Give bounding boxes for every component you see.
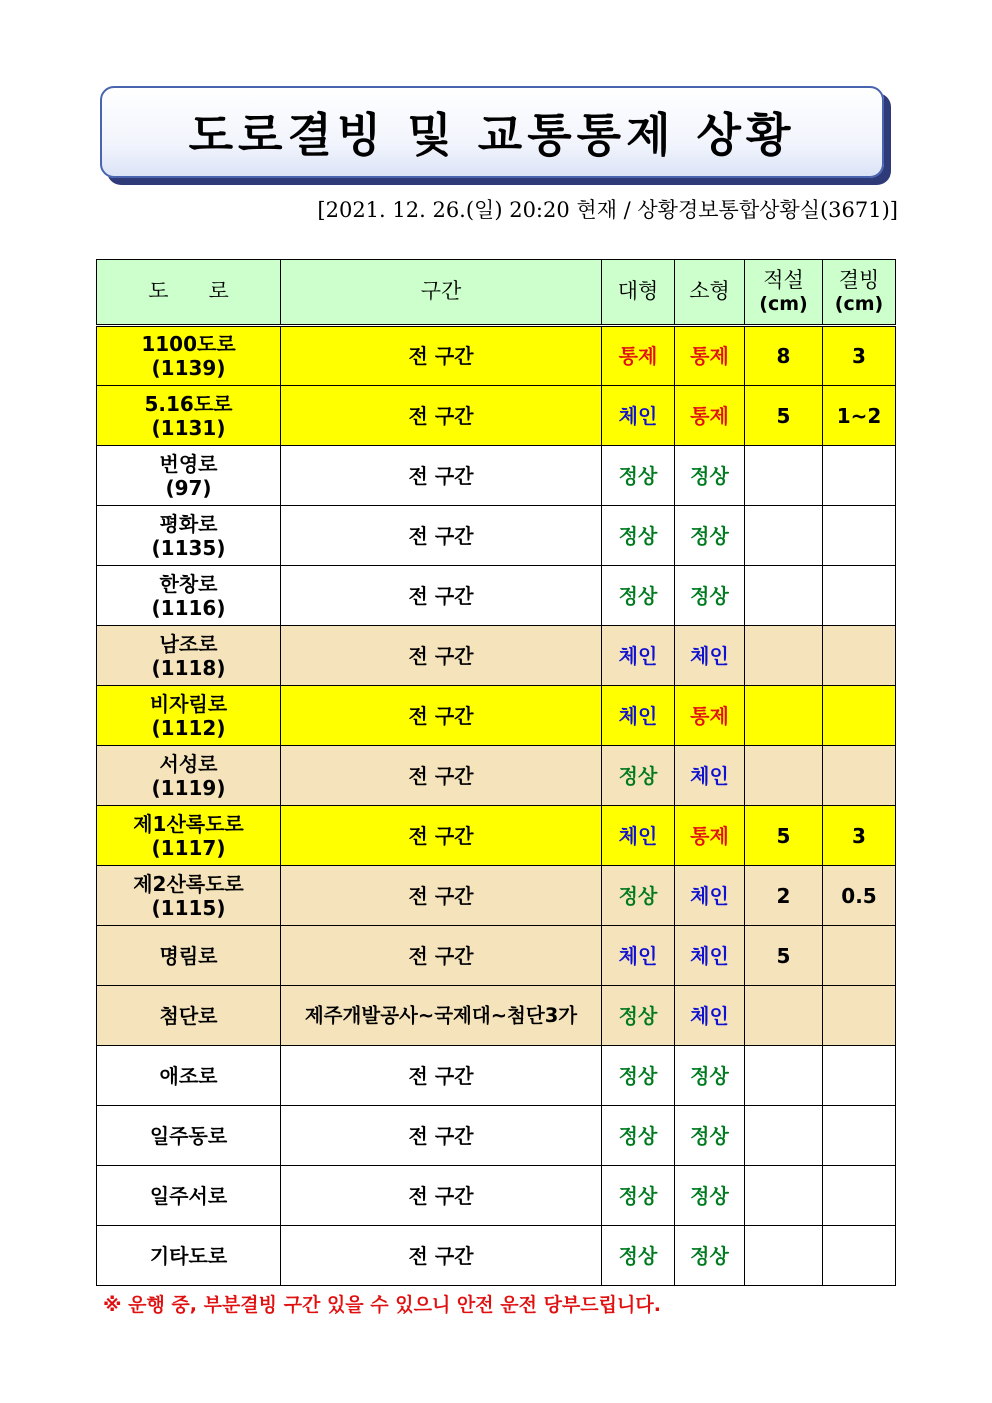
road-number: (1112) [151, 715, 226, 740]
large-vehicle-status: 정상 [602, 1106, 675, 1166]
small-vehicle-status: 정상 [675, 1166, 745, 1226]
road-status-table [96, 259, 896, 1286]
road-name: 명림로 [159, 943, 218, 968]
road-name: 한창로 [159, 571, 218, 596]
table-row [97, 626, 896, 686]
road-number: (1119) [151, 775, 226, 800]
road-name: 남조로 [159, 631, 218, 656]
road-cell [97, 566, 281, 626]
header-small-vehicle: 소형 [675, 260, 745, 326]
ice-depth-cell: 0.5 [823, 866, 896, 926]
road-name: 제2산록도로 [133, 871, 244, 896]
large-vehicle-status: 정상 [602, 986, 675, 1046]
snow-depth-cell [745, 746, 823, 806]
small-vehicle-status: 통제 [675, 386, 745, 446]
ice-depth-cell [823, 566, 896, 626]
section-cell: 전 구간 [281, 326, 602, 386]
table-row [97, 386, 896, 446]
header-section: 구간 [281, 260, 602, 326]
table-row [97, 926, 896, 986]
road-number: (97) [165, 475, 212, 500]
ice-depth-cell [823, 626, 896, 686]
table-row [97, 1046, 896, 1106]
large-vehicle-status: 체인 [602, 926, 675, 986]
table-header-row [97, 260, 896, 326]
road-name: 일주서로 [149, 1183, 228, 1208]
large-vehicle-status: 체인 [602, 686, 675, 746]
header-snow-depth: 적설 (cm) [745, 260, 823, 326]
section-cell: 전 구간 [281, 446, 602, 506]
road-cell [97, 626, 281, 686]
section-cell: 전 구간 [281, 506, 602, 566]
header-large-vehicle: 대형 [602, 260, 675, 326]
snow-depth-cell [745, 566, 823, 626]
snow-depth-cell [745, 686, 823, 746]
table-row [97, 326, 896, 386]
section-cell: 전 구간 [281, 1226, 602, 1286]
small-vehicle-status: 정상 [675, 506, 745, 566]
ice-depth-cell: 3 [823, 326, 896, 386]
section-cell: 전 구간 [281, 746, 602, 806]
road-cell [97, 326, 281, 386]
report-timestamp: [2021. 12. 26.(일) 20:20 현재 / 상황경보통합상황실(3671)] [317, 198, 898, 222]
road-name: 일주동로 [149, 1123, 228, 1148]
large-vehicle-status: 정상 [602, 446, 675, 506]
road-name: 애조로 [159, 1063, 218, 1088]
ice-depth-cell [823, 446, 896, 506]
snow-depth-cell [745, 506, 823, 566]
road-number: (1115) [151, 895, 226, 920]
table-row [97, 1166, 896, 1226]
ice-depth-cell [823, 1226, 896, 1286]
large-vehicle-status: 체인 [602, 626, 675, 686]
section-cell: 전 구간 [281, 1046, 602, 1106]
large-vehicle-status: 통제 [602, 326, 675, 386]
small-vehicle-status: 정상 [675, 1226, 745, 1286]
snow-depth-cell: 8 [745, 326, 823, 386]
small-vehicle-status: 체인 [675, 866, 745, 926]
small-vehicle-status: 정상 [675, 1106, 745, 1166]
snow-depth-cell: 5 [745, 806, 823, 866]
table-row [97, 806, 896, 866]
road-cell [97, 806, 281, 866]
small-vehicle-status: 통제 [675, 686, 745, 746]
section-cell: 제주개발공사~국제대~첨단3가 [281, 986, 602, 1046]
section-cell: 전 구간 [281, 1106, 602, 1166]
section-cell: 전 구간 [281, 626, 602, 686]
ice-depth-cell [823, 986, 896, 1046]
small-vehicle-status: 정상 [675, 566, 745, 626]
section-cell: 전 구간 [281, 806, 602, 866]
ice-depth-cell [823, 686, 896, 746]
table-row [97, 746, 896, 806]
road-name: 첨단로 [159, 1003, 218, 1028]
road-name: 제1산록도로 [133, 811, 244, 836]
snow-depth-cell [745, 1046, 823, 1106]
ice-depth-cell: 1~2 [823, 386, 896, 446]
table-row [97, 686, 896, 746]
road-cell [97, 1166, 281, 1226]
snow-depth-cell [745, 986, 823, 1046]
road-number: (1139) [151, 356, 226, 380]
section-cell: 전 구간 [281, 866, 602, 926]
footer-notice: ※ 운행 중, 부분결빙 구간 있을 수 있으니 안전 운전 당부드립니다. [103, 1294, 661, 1316]
snow-depth-cell [745, 1166, 823, 1226]
section-cell: 전 구간 [281, 686, 602, 746]
snow-depth-cell [745, 626, 823, 686]
road-name: 비자림로 [149, 691, 228, 716]
table-row [97, 866, 896, 926]
large-vehicle-status: 정상 [602, 1046, 675, 1106]
title-box [100, 86, 884, 178]
header-ice-depth: 결빙 (cm) [823, 260, 896, 326]
road-cell [97, 446, 281, 506]
road-cell [97, 1106, 281, 1166]
table-row [97, 566, 896, 626]
road-cell [97, 1046, 281, 1106]
road-cell [97, 986, 281, 1046]
section-cell: 전 구간 [281, 1166, 602, 1226]
road-name: 5.16도로 [144, 391, 233, 416]
small-vehicle-status: 체인 [675, 986, 745, 1046]
large-vehicle-status: 체인 [602, 806, 675, 866]
snow-depth-cell: 2 [745, 866, 823, 926]
table-row [97, 986, 896, 1046]
road-number: (1117) [151, 835, 226, 860]
small-vehicle-status: 체인 [675, 626, 745, 686]
snow-depth-cell: 5 [745, 386, 823, 446]
road-name: 번영로 [159, 451, 218, 476]
road-name: 기타도로 [149, 1243, 228, 1268]
road-number: (1116) [151, 595, 226, 620]
ice-depth-cell [823, 1166, 896, 1226]
header-road: 도 로 [97, 260, 281, 326]
small-vehicle-status: 체인 [675, 746, 745, 806]
snow-depth-cell [745, 446, 823, 506]
ice-depth-cell [823, 1106, 896, 1166]
snow-depth-cell [745, 1106, 823, 1166]
ice-depth-cell [823, 746, 896, 806]
table-row [97, 1106, 896, 1166]
road-name: 평화로 [159, 511, 218, 536]
road-cell [97, 686, 281, 746]
large-vehicle-status: 정상 [602, 866, 675, 926]
table-row [97, 446, 896, 506]
road-cell [97, 746, 281, 806]
small-vehicle-status: 체인 [675, 926, 745, 986]
large-vehicle-status: 정상 [602, 1226, 675, 1286]
road-cell [97, 1226, 281, 1286]
large-vehicle-status: 정상 [602, 566, 675, 626]
small-vehicle-status: 정상 [675, 1046, 745, 1106]
page-title: 도로결빙 및 교통통제 상황 [188, 108, 796, 162]
ice-depth-cell [823, 506, 896, 566]
road-number: (1135) [151, 535, 226, 560]
large-vehicle-status: 체인 [602, 386, 675, 446]
small-vehicle-status: 통제 [675, 806, 745, 866]
table-body [97, 326, 896, 1286]
section-cell: 전 구간 [281, 566, 602, 626]
road-cell [97, 926, 281, 986]
ice-depth-cell [823, 1046, 896, 1106]
road-cell [97, 866, 281, 926]
road-cell [97, 506, 281, 566]
small-vehicle-status: 통제 [675, 326, 745, 386]
section-cell: 전 구간 [281, 386, 602, 446]
road-name: 서성로 [159, 751, 218, 776]
snow-depth-cell [745, 1226, 823, 1286]
table-row [97, 506, 896, 566]
ice-depth-cell: 3 [823, 806, 896, 866]
road-number: (1131) [151, 415, 226, 440]
road-number: (1118) [151, 655, 226, 680]
table-row [97, 1226, 896, 1286]
large-vehicle-status: 정상 [602, 746, 675, 806]
large-vehicle-status: 정상 [602, 1166, 675, 1226]
road-name: 1100도로 [141, 332, 236, 356]
small-vehicle-status: 정상 [675, 446, 745, 506]
large-vehicle-status: 정상 [602, 506, 675, 566]
ice-depth-cell [823, 926, 896, 986]
road-cell [97, 386, 281, 446]
section-cell: 전 구간 [281, 926, 602, 986]
snow-depth-cell: 5 [745, 926, 823, 986]
